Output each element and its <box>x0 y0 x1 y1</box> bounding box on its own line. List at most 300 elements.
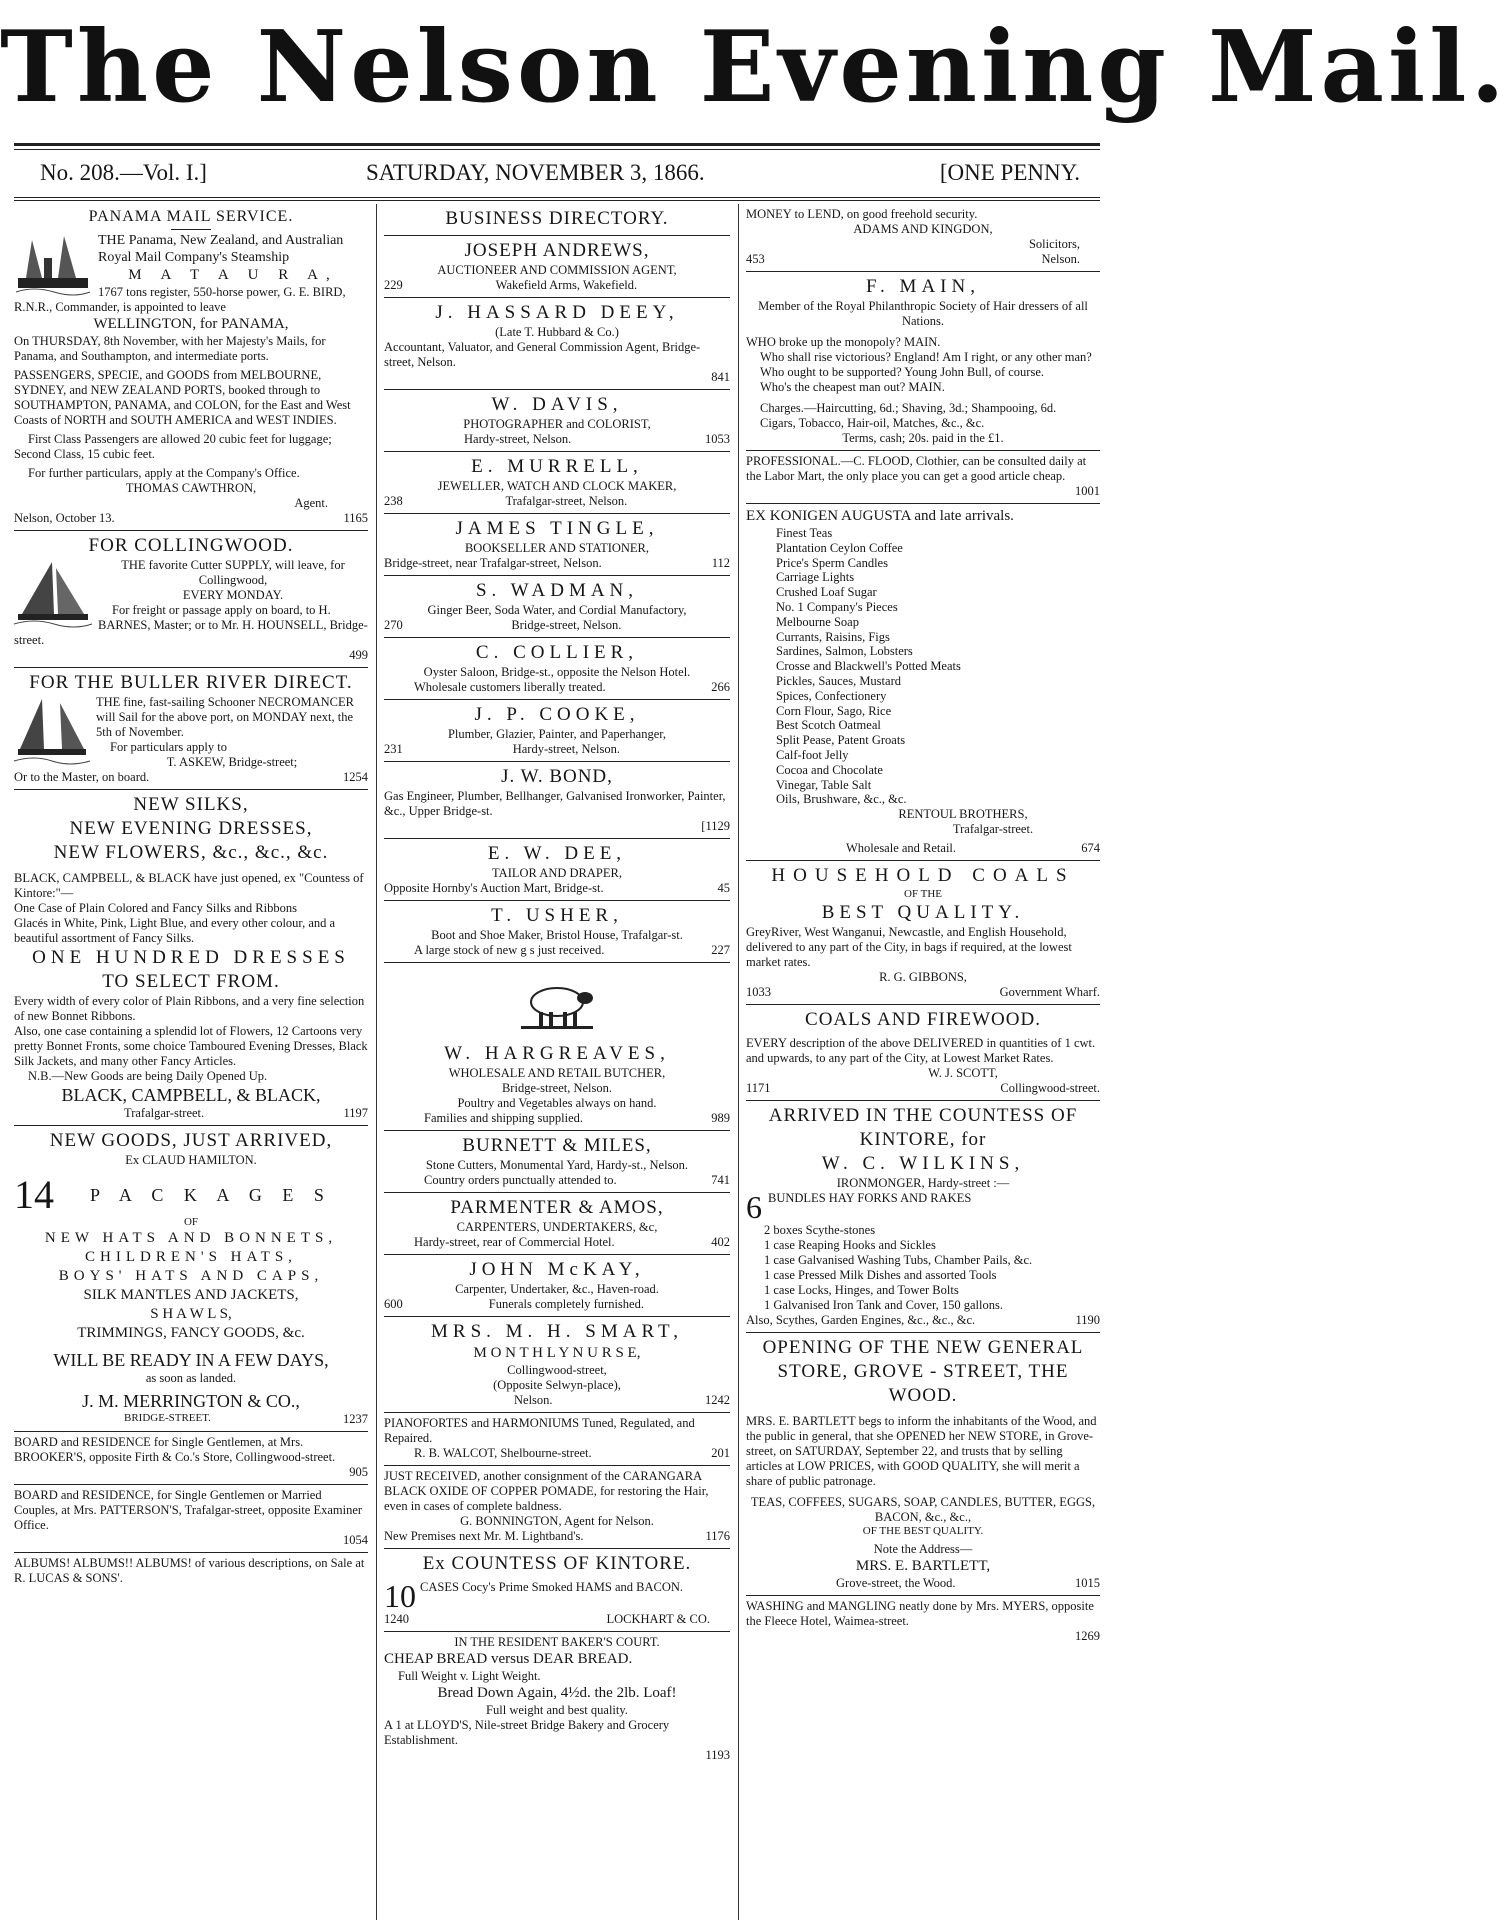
ad-text: WHO broke up the monopoly? MAIN. <box>746 335 941 349</box>
ad-text: THE fine, fast-sailing Schooner NECROMANCER will Sail for the above port, on MONDAY next, the 5th of November. <box>96 695 354 739</box>
ad-collingwood <box>14 531 368 668</box>
listing-number: 841 <box>711 370 730 384</box>
ad-text: For freight or passage apply on board, to H. BARNES, Master; or to Mr. H. HOUNSELL, Bridge-street. <box>14 603 368 647</box>
ad-footer <box>746 985 1100 1000</box>
ad-text: MONEY to LEND, on good freehold security. <box>746 207 978 221</box>
ad-address: Nelson. <box>1041 252 1080 266</box>
short-rule <box>171 229 211 230</box>
ad-address: Trafalgar-street. <box>124 1106 205 1120</box>
ad-number: 1176 <box>705 1529 730 1543</box>
hardware-item: 1 Galvanised Iron Tank and Cover, 150 gallons. <box>764 1298 1003 1313</box>
ad-number: 1054 <box>343 1533 368 1547</box>
listing-line: Plumber, Glazier, Painter, and Paperhanger, <box>447 727 667 741</box>
packages-label: P A C K A G E S <box>90 1185 332 1205</box>
listing-footer <box>384 432 730 447</box>
ad-text: T. ASKEW, Bridge-street; <box>166 755 298 769</box>
listing-name: C. COLLIER, <box>475 642 639 663</box>
ad-main-hairdresser <box>746 272 1100 451</box>
ad-text: EVERY description of the above DELIVERED in quantities of 1 cwt. and upwards, to any part of the City, at Lowest Market Rates. <box>746 1036 1096 1066</box>
ad-text: Member of the Royal Philanthropic Society of Hair dressers of all Nations. <box>758 299 1088 328</box>
listing-line: M O N T H L Y N U R S E, <box>473 1345 641 1361</box>
ad-heading: IN THE RESIDENT BAKER'S COURT. <box>454 1635 660 1649</box>
grocery-item: Pickles, Sauces, Mustard <box>776 673 901 688</box>
ad-text: OF <box>183 1216 199 1228</box>
ad-number: 1240 <box>384 1612 409 1626</box>
ad-number: 1171 <box>746 1081 771 1096</box>
sheep-illustration <box>384 980 730 1034</box>
listing-number: 1242 <box>705 1393 730 1407</box>
ad-text: Note the Address— <box>873 1542 973 1557</box>
ad-text: CHEAP BREAD versus DEAR BREAD. <box>384 1651 633 1667</box>
ad-text: A 1 at LLOYD'S, Nile-street Bridge Bakery and Grocery Establishment. <box>384 1718 670 1747</box>
listing-line: TAILOR AND DRAPER, <box>492 866 622 880</box>
ad-text: First Class Passengers are allowed 20 cubic feet for luggage; Second Class, 15 cubic feet. <box>14 432 332 461</box>
ad-text: Terms, cash; 20s. paid in the £1. <box>842 431 1004 445</box>
ad-text: For particulars apply to <box>110 740 227 754</box>
grocery-item: Plantation Ceylon Coffee <box>776 540 903 555</box>
listing-line: Families and shipping supplied. <box>424 1111 584 1125</box>
ad-text: N.B.—New Goods are being Daily Opened Up. <box>28 1069 268 1083</box>
packages-row <box>14 1174 368 1216</box>
hardware-item: 2 boxes Scythe-stones <box>764 1223 876 1238</box>
listing-footer <box>384 1173 730 1188</box>
listing-name: BURNETT & MILES, <box>462 1135 652 1156</box>
listing-line: (Opposite Selwyn-place), <box>493 1378 621 1392</box>
ad-footer <box>14 511 368 526</box>
ad-heading: COALS AND FIREWOOD. <box>805 1009 1041 1031</box>
ad-heading: F. MAIN, <box>866 276 980 297</box>
ad-text: GreyRiver, West Wanganui, Newcastle, and English Household, delivered to any part of the City, in bags if required, at the lowest market rates. <box>746 925 1072 970</box>
ad-signature: W. J. SCOTT, <box>928 1066 998 1081</box>
goods-line: SILK MANTLES AND JACKETS, <box>83 1287 299 1303</box>
ad-text: OF THE <box>904 888 942 901</box>
listing-name: MRS. M. H. SMART, <box>431 1321 683 1342</box>
ad-address: Collingwood-street. <box>1000 1081 1100 1096</box>
masthead-rule <box>14 143 1100 146</box>
column-divider <box>376 204 377 1920</box>
ad-address: Government Wharf. <box>999 985 1100 1000</box>
ad-text: Wholesale and Retail. <box>846 841 957 856</box>
listing-hargreaves <box>384 963 730 1131</box>
ad-heading: WILL BE READY IN A FEW DAYS, <box>53 1350 329 1370</box>
listing-line: Accountant, Valuator, and General Commission Agent, Bridge-street, Nelson. <box>384 340 701 369</box>
grocery-item: Finest Teas <box>776 526 833 540</box>
business-directory-header <box>384 204 730 236</box>
ad-signature: MRS. E. BARTLETT, <box>855 1558 991 1575</box>
ad-number: 1269 <box>1075 1629 1100 1644</box>
ad-footer <box>746 1081 1100 1096</box>
listing-name: J. HASSARD DEEY, <box>435 302 679 323</box>
listing-number: 231 <box>384 742 403 756</box>
ad-text: THE Panama, New Zealand, and Australian Royal Mail Company's Steamship <box>98 233 344 265</box>
ad-text: BOARD and RESIDENCE for Single Gentlemen, at Mrs. BROOKER'S, opposite Firth & Co.'s Store, Collingwood-street. <box>14 1435 336 1464</box>
ad-signature-title: Agent. <box>294 496 328 510</box>
column-middle <box>384 204 730 1920</box>
ad-address: Grove-street, the Wood. <box>836 1576 956 1591</box>
listing-andrews <box>384 236 730 298</box>
ad-text: JUST RECEIVED, another consignment of the CARANGARA BLACK OXIDE OF COPPER POMADE, for restoring the Hair, even in cases of complete baldness. <box>384 1469 709 1513</box>
listing-line: Nelson. <box>514 1393 553 1407</box>
ad-text: PASSENGERS, SPECIE, and GOODS from MELBOURNE, SYDNEY, and NEW ZEALAND PORTS, booked through to SOUTHAMPTON, PANAMA, and COLON, for the East and West Coasts of NORTH and SOUTH AMERICA and WEST INDIES. <box>14 368 351 427</box>
listing-number: 270 <box>384 618 403 632</box>
ad-number: 905 <box>349 1465 368 1479</box>
ad-walcot <box>384 1413 730 1466</box>
listing-name: JOHN McKAY, <box>469 1259 645 1280</box>
listing-footer <box>384 1393 730 1408</box>
grocery-item: Best Scotch Oatmeal <box>776 718 881 733</box>
column-right <box>746 204 1100 1920</box>
cutter-icon <box>14 558 92 628</box>
ad-number: 1193 <box>705 1748 730 1762</box>
ad-number: 1197 <box>343 1106 368 1120</box>
listing-line: WHOLESALE AND RETAIL BUTCHER, <box>448 1066 666 1080</box>
ad-footer <box>384 1529 730 1544</box>
listing-line: Hardy-street, rear of Commercial Hotel. <box>414 1235 615 1249</box>
ad-signature: G. BONNINGTON, Agent for Nelson. <box>460 1514 654 1528</box>
issue-date: SATURDAY, NOVEMBER 3, 1866. <box>366 160 705 185</box>
listing-line: Country orders punctually attended to. <box>424 1173 617 1187</box>
listing-line: JEWELLER, WATCH AND CLOCK MAKER, <box>437 479 677 493</box>
ad-bakers-court <box>384 1632 730 1767</box>
hardware-item: 1 case Locks, Hinges, and Tower Bolts <box>764 1283 959 1298</box>
listing-mckay <box>384 1255 730 1317</box>
listing-footer <box>384 494 730 509</box>
listing-address: Bridge-street, near Trafalgar-street, Nelson. <box>384 556 602 570</box>
ship-name: M A T A U R A, <box>128 267 338 283</box>
listing-line: (Late T. Hubbard & Co.) <box>495 325 619 339</box>
listing-name: JOSEPH ANDREWS, <box>464 240 650 261</box>
ad-text: Full Weight v. Light Weight. <box>398 1669 541 1683</box>
ad-route: WELLINGTON, for PANAMA, <box>93 316 289 332</box>
ad-text: On THURSDAY, 8th November, with her Majesty's Mails, for Panama, and Southampton, and intermediate ports. <box>14 334 326 363</box>
ad-heading: ARRIVED IN THE COUNTESS OF KINTORE, for <box>768 1105 1078 1151</box>
ad-text: Or to the Master, on board. <box>14 770 150 784</box>
listing-footer <box>384 556 730 571</box>
ad-text: 1767 tons register, 550-horse power, G. E. BIRD, R.N.R., Commander, is appointed to leave <box>14 285 346 314</box>
listing-footer <box>384 1111 730 1126</box>
listing-footer <box>384 680 730 695</box>
ad-signature: THOMAS CAWTHRON, <box>125 481 257 495</box>
listing-address: Trafalgar-street, Nelson. <box>505 494 628 508</box>
listing-name: J. P. COOKE, <box>474 704 640 725</box>
goods-line: BOYS' HATS AND CAPS, <box>58 1268 324 1284</box>
ad-text: For further particulars, apply at the Company's Office. <box>28 466 300 480</box>
listing-burnett <box>384 1131 730 1193</box>
ad-bonnington <box>384 1466 730 1549</box>
ad-wilkins <box>746 1101 1100 1333</box>
listing-name: J. W. BOND, <box>501 766 613 787</box>
ad-footer <box>14 1106 368 1121</box>
goods-line: TRIMMINGS, FANCY GOODS, &c. <box>77 1325 305 1341</box>
ad-text: Full weight and best quality. <box>486 1703 628 1717</box>
grocery-item: Currants, Raisins, Figs <box>776 629 890 644</box>
ad-rentoul <box>746 504 1100 861</box>
ad-signature: BLACK, CAMPBELL, & BLACK, <box>61 1085 321 1105</box>
ad-text: Every width of every color of Plain Ribbons, and a very fine selection of new Bonnet Ribbons. <box>14 994 365 1023</box>
listing-number: [1129 <box>701 819 730 833</box>
ad-text: BLACK, CAMPBELL, & BLACK have just opened, ex "Countess of Kintore:"— <box>14 871 364 900</box>
grocery-item: Crushed Loaf Sugar <box>776 585 877 600</box>
listing-name: E. W. DEE, <box>487 843 627 864</box>
sheep-icon <box>517 980 597 1030</box>
ad-address: BRIDGE-STREET. <box>124 1412 211 1424</box>
ad-signature: J. M. MERRINGTON & CO., <box>82 1391 300 1411</box>
listing-name: PARMENTER & AMOS, <box>450 1197 664 1218</box>
listing-name: W. HARGREAVES, <box>444 1043 670 1064</box>
ad-heading: W. C. WILKINS, <box>821 1153 1025 1175</box>
ad-text: Glacés in White, Pink, Light Blue, and every other colour, and a beautiful assortment of Fancy Silks. <box>14 916 336 945</box>
ad-number: 1190 <box>1075 1313 1100 1328</box>
listing-number: 266 <box>711 680 730 694</box>
ad-number: 1237 <box>343 1412 368 1426</box>
steamship-icon <box>14 232 92 298</box>
listing-tingle <box>384 514 730 576</box>
ad-text: PROFESSIONAL.—C. FLOOD, Clothier, can be consulted daily at the Labor Mart, the only place you can get a good article cheap. <box>746 454 1087 483</box>
listing-number: 112 <box>711 556 730 570</box>
ad-heading: ONE HUNDRED DRESSES <box>32 947 350 968</box>
listing-line: PHOTOGRAPHER and COLORIST, <box>463 417 651 431</box>
listing-wadman <box>384 576 730 638</box>
ad-heading: Ex COUNTESS OF KINTORE. <box>422 1553 692 1574</box>
ad-number: 1165 <box>343 511 368 525</box>
ad-text: OF THE BEST QUALITY. <box>862 1525 984 1538</box>
ad-footer <box>746 841 1100 856</box>
hardware-item: 1 case Reaping Hooks and Sickles <box>764 1238 936 1253</box>
ad-number: 1254 <box>343 770 368 784</box>
package-count: 14 <box>14 1172 54 1217</box>
ad-signature: LOCKHART & CO. <box>606 1612 710 1626</box>
listing-footer <box>384 618 730 633</box>
goods-line: S H A W L S, <box>150 1306 232 1322</box>
listing-number: 600 <box>384 1297 403 1311</box>
section-heading: BUSINESS DIRECTORY. <box>445 208 669 229</box>
grocery-item: Vinegar, Table Salt <box>776 777 872 792</box>
listing-davis <box>384 390 730 452</box>
ad-household-coals <box>746 861 1100 1005</box>
issue-price: [ONE PENNY. <box>939 160 1080 185</box>
listing-number: 227 <box>711 943 730 957</box>
ad-board-patterson <box>14 1485 368 1553</box>
ad-subheading: Ex CLAUD HAMILTON. <box>125 1153 257 1167</box>
ad-text: THE favorite Cutter SUPPLY, will leave, for Collingwood, <box>121 558 345 587</box>
ad-text: CASES Cocy's Prime Smoked HAMS and BACON. <box>420 1580 684 1594</box>
grocery-item: Oils, Brushware, &c., &c. <box>776 792 907 807</box>
listing-name: S. WADMAN, <box>475 580 639 601</box>
ad-flood <box>746 451 1100 504</box>
ad-coals-firewood <box>746 1005 1100 1101</box>
ad-footer <box>384 1446 730 1461</box>
ad-text: Also, Scythes, Garden Engines, &c., &c., &c. <box>746 1313 976 1328</box>
ad-number: 674 <box>1081 841 1100 856</box>
ad-buller-river <box>14 668 368 790</box>
ad-text: BOARD and RESIDENCE, for Single Gentlemen or Married Couples, at Mrs. PATTERSON'S, Trafalgar-street, opposite Examiner Office. <box>14 1488 363 1532</box>
listing-number: 1053 <box>705 432 730 446</box>
ad-albums <box>14 1553 368 1590</box>
ad-heading: HOUSEHOLD COALS <box>771 865 1075 887</box>
grocery-item: Calf-foot Jelly <box>776 747 849 762</box>
listing-line: Collingwood-street, <box>507 1363 607 1377</box>
column-divider <box>738 204 739 1920</box>
ad-text: IRONMONGER, Hardy-street :— <box>836 1176 1010 1191</box>
listing-name: JAMES TINGLE, <box>455 518 659 539</box>
listing-address: Hardy-street, Nelson. <box>464 432 572 446</box>
ad-heading: NEW EVENING DRESSES, <box>69 818 313 839</box>
hardware-item: 1 case Pressed Milk Dishes and assorted Tools <box>764 1268 997 1283</box>
ad-address: Trafalgar-street. <box>952 822 1034 837</box>
ad-number: 453 <box>746 252 765 266</box>
listing-line: Oyster Saloon, Bridge-st., opposite the Nelson Hotel. <box>423 665 691 679</box>
ad-footer <box>384 1612 730 1627</box>
ad-new-silks <box>14 790 368 1126</box>
listing-address: Hardy-street, Nelson. <box>512 742 620 756</box>
ad-heading: FOR THE BULLER RIVER DIRECT. <box>29 672 353 693</box>
column-left <box>14 204 368 1920</box>
listing-footer <box>384 881 730 896</box>
lockhart-row <box>384 1580 730 1612</box>
listing-footer <box>384 943 730 958</box>
ad-text: TEAS, COFFEES, SUGARS, SOAP, CANDLES, BUTTER, EGGS, BACON, &c., &c., <box>750 1495 1096 1525</box>
grocery-item: Price's Sperm Candles <box>776 555 888 570</box>
ad-text: Also, one case containing a splendid lot of Flowers, 12 Cartoons very pretty Bonnet Fronts, some choice Tamboured Evening Dresses, Black Silk Jackets, and many other Fancy Articles. <box>14 1024 368 1068</box>
ad-text: Bread Down Again, 4½d. the 2lb. Loaf! <box>437 1685 677 1701</box>
grocery-item: Cocoa and Chocolate <box>776 762 883 777</box>
issue-number: No. 208.—Vol. I.] <box>40 160 207 185</box>
ad-panama-mail <box>14 204 368 531</box>
ad-text: as soon as landed. <box>145 1371 237 1385</box>
dateline-rule <box>14 197 1100 198</box>
ad-text: One Case of Plain Colored and Fancy Silks and Ribbons <box>14 901 297 915</box>
ad-text: PIANOFORTES and HARMONIUMS Tuned, Regulated, and Repaired. <box>384 1416 695 1445</box>
listing-name: E. MURRELL, <box>471 456 643 477</box>
masthead <box>0 0 1509 140</box>
ad-heading: NEW FLOWERS, &c., &c., &c. <box>53 842 329 863</box>
listing-name: W. DAVIS, <box>491 394 623 415</box>
grocery-item: No. 1 Company's Pieces <box>776 599 898 614</box>
listing-line: Funerals completely furnished. <box>488 1297 644 1311</box>
schooner-icon <box>14 695 90 765</box>
ad-text: WASHING and MANGLING neatly done by Mrs. MYERS, opposite the Fleece Hotel, Waimea-street. <box>746 1599 1094 1629</box>
listing-address: Opposite Hornby's Auction Mart, Bridge-st. <box>384 881 604 895</box>
ad-number: 1001 <box>1075 484 1100 498</box>
ad-myers <box>746 1596 1100 1648</box>
ad-heading: PANAMA MAIL SERVICE. <box>88 208 294 225</box>
grocery-item: Crosse and Blackwell's Potted Meats <box>776 659 961 674</box>
masthead-rule-thin <box>14 149 1100 150</box>
ad-signature-title: Solicitors, <box>1028 237 1080 251</box>
dateline <box>40 160 1080 190</box>
hardware-item: 1 case Galvanised Washing Tubs, Chamber Pails, &c. <box>764 1253 1033 1268</box>
listing-line: Carpenter, Undertaker, &c., Haven-road. <box>455 1282 659 1296</box>
ad-heading: NEW SILKS, <box>133 794 249 815</box>
ad-new-goods <box>14 1126 368 1432</box>
listing-line: A large stock of new g s just received. <box>414 943 605 957</box>
goods-line: NEW HATS AND BONNETS, <box>44 1230 338 1246</box>
hardware-list <box>746 1223 1100 1313</box>
listing-number: 741 <box>711 1173 730 1187</box>
grocery-item: Melbourne Soap <box>776 614 859 629</box>
ad-heading: FOR COLLINGWOOD. <box>88 535 294 556</box>
ad-footer <box>14 770 368 785</box>
listing-number: 45 <box>717 881 730 895</box>
ad-footer <box>746 1576 1100 1591</box>
ad-text: BUNDLES HAY FORKS AND RAKES <box>768 1191 972 1206</box>
listing-line: BOOKSELLER AND STATIONER, <box>464 541 650 555</box>
grocery-item: Corn Flour, Sago, Rice <box>776 703 892 718</box>
listing-collier <box>384 638 730 700</box>
ad-signature: ADAMS AND KINGDON, <box>853 222 993 236</box>
ad-signature: RENTOUL BROTHERS, <box>898 807 1028 822</box>
ad-signature: R. G. GIBBONS, <box>879 970 967 985</box>
ad-footer <box>746 252 1100 267</box>
listing-parmenter <box>384 1193 730 1255</box>
goods-line: CHILDREN'S HATS, <box>85 1249 297 1265</box>
listing-footer <box>384 742 730 757</box>
case-count: 10 <box>384 1578 416 1614</box>
listing-line: Wholesale customers liberally treated. <box>414 680 606 694</box>
listing-line: Bridge-street, Nelson. <box>501 1081 613 1095</box>
ad-text: Charges.—Haircutting, 6d.; Shaving, 3d.; Shampooing, 6d. <box>760 401 1057 415</box>
listing-bond <box>384 762 730 839</box>
dateline-rule-2 <box>14 200 1100 201</box>
listing-cooke <box>384 700 730 762</box>
listing-number: 229 <box>384 278 403 292</box>
listing-number: 989 <box>711 1111 730 1125</box>
ad-heading: EX KONIGEN AUGUSTA and late arrivals. <box>746 508 1014 524</box>
ad-date: Nelson, October 13. <box>14 511 115 525</box>
listing-dee <box>384 839 730 901</box>
ad-heading: TO SELECT FROM. <box>102 971 280 992</box>
listing-line: Boot and Shoe Maker, Bristol House, Trafalgar-st. <box>431 928 683 942</box>
listing-footer <box>384 1297 730 1312</box>
ad-footer <box>746 1313 1100 1328</box>
listing-murrell <box>384 452 730 514</box>
ad-bartlett <box>746 1333 1100 1596</box>
listing-line: Poultry and Vegetables always on hand. <box>457 1096 657 1110</box>
ad-board-brooker <box>14 1432 368 1485</box>
ad-text: Who ought to be supported? Young John Bull, of course. <box>760 365 1045 379</box>
listing-line: CARPENTERS, UNDERTAKERS, &c, <box>456 1220 658 1234</box>
listing-line: Ginger Beer, Soda Water, and Cordial Manufactory, <box>427 603 687 617</box>
grocery-item: Spices, Confectionery <box>776 688 887 703</box>
listing-number: 402 <box>711 1235 730 1249</box>
ad-heading: NEW GOODS, JUST ARRIVED, <box>49 1130 333 1151</box>
ad-number: 499 <box>349 648 368 662</box>
listing-usher <box>384 901 730 963</box>
listing-address: Bridge-street, Nelson. <box>511 618 622 632</box>
listing-address: Wakefield Arms, Wakefield. <box>495 278 638 292</box>
ad-money-lend <box>746 204 1100 272</box>
listing-line: AUCTIONEER AND COMMISSION AGENT, <box>437 263 677 277</box>
ad-number: 1033 <box>746 985 771 1000</box>
listing-deey <box>384 298 730 390</box>
ad-signature: R. B. WALCOT, Shelbourne-street. <box>414 1446 592 1460</box>
ad-heading: BEST QUALITY. <box>821 902 1025 924</box>
ad-lockhart <box>384 1549 730 1632</box>
grocery-item: Carriage Lights <box>776 570 855 585</box>
ad-text: EVERY MONDAY. <box>182 588 284 602</box>
bundle-count: 6 <box>746 1189 762 1226</box>
grocery-list <box>746 526 1100 807</box>
ad-text: Who's the cheapest man out? MAIN. <box>760 380 945 394</box>
listing-number: 238 <box>384 494 403 508</box>
ad-text: New Premises next Mr. M. Lightband's. <box>384 1529 584 1543</box>
ad-footer <box>14 1412 368 1427</box>
newspaper-title: The Nelson Evening Mail. <box>0 10 1509 125</box>
ad-text: Who shall rise victorious? England! Am I right, or any other man? <box>760 350 1092 364</box>
listing-line: Gas Engineer, Plumber, Bellhanger, Galvanised Ironworker, Painter, &c., Upper Bridge-st. <box>384 789 726 818</box>
listing-footer <box>384 1235 730 1250</box>
ad-number: 201 <box>711 1446 730 1460</box>
